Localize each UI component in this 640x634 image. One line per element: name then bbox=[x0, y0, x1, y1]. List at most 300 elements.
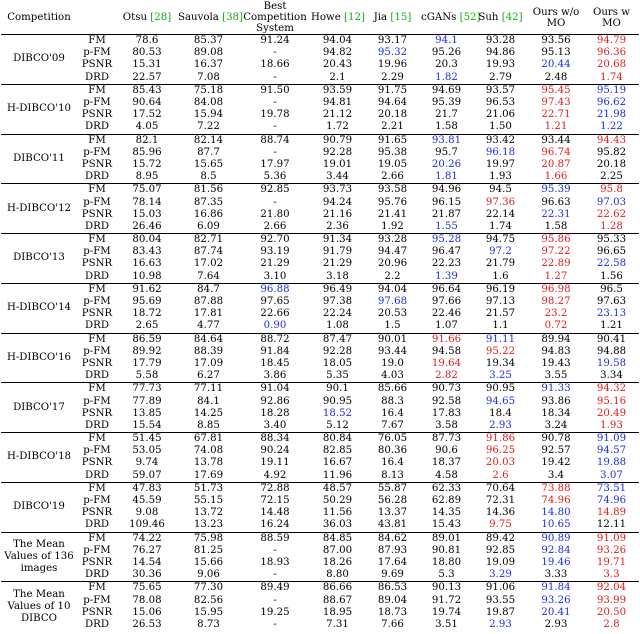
metric-label: DRD bbox=[84, 370, 109, 382]
value-otsu: 85.43 bbox=[117, 84, 177, 97]
value-cgans: 1.55 bbox=[435, 220, 458, 232]
value-cgans: 1.39 bbox=[435, 270, 458, 282]
value-jia: 94.47 bbox=[377, 246, 408, 258]
value-cgans: 95.7 bbox=[435, 146, 458, 158]
value-howe: 22.24 bbox=[322, 308, 353, 320]
value-sauvola: 17.09 bbox=[193, 357, 224, 369]
value-ours-wo-mo: 90.78 bbox=[528, 433, 584, 446]
value-cgans: 91.66 bbox=[420, 333, 473, 346]
value-howe: 21.12 bbox=[322, 109, 353, 121]
value-cgans: 92.58 bbox=[431, 395, 462, 407]
metric-label: PSNR bbox=[81, 59, 113, 71]
value-best: - bbox=[273, 146, 277, 158]
value-suh: 97.36 bbox=[485, 196, 516, 208]
value-howe: 92.28 bbox=[322, 146, 353, 158]
value-howe: 90.1 bbox=[310, 383, 365, 396]
value-sauvola: 74.08 bbox=[193, 445, 224, 457]
value-jia: 87.93 bbox=[377, 544, 408, 556]
header-best-competition-system: Best Competition System bbox=[240, 1, 310, 35]
value-best: 91.50 bbox=[240, 84, 310, 97]
value-cgans: 90.81 bbox=[431, 544, 462, 556]
value-jia: 16.4 bbox=[381, 457, 404, 469]
value-sauvola: 51.73 bbox=[177, 482, 240, 495]
value-ours-wo-mo: 97.43 bbox=[541, 97, 571, 109]
value-ours-w-mo: 95.8 bbox=[584, 184, 639, 197]
value-otsu: 53.05 bbox=[132, 445, 162, 457]
value-cgans: 94.69 bbox=[420, 84, 473, 97]
value-cgans: 1.81 bbox=[435, 171, 458, 183]
table-row bbox=[1, 395, 639, 407]
value-suh: 91.86 bbox=[473, 433, 528, 446]
value-best: 90.24 bbox=[260, 445, 290, 457]
value-suh: 2.6 bbox=[492, 469, 509, 481]
value-ours-w-mo: 12.11 bbox=[596, 519, 627, 531]
competition-name: The Mean Values of 10 DIBCO bbox=[1, 582, 77, 631]
header-howe: Howe [12] bbox=[310, 1, 365, 35]
metric-label: FM bbox=[77, 234, 117, 247]
value-sauvola: 87.74 bbox=[193, 246, 224, 258]
table-row bbox=[1, 358, 639, 370]
value-suh: 19.97 bbox=[485, 158, 516, 170]
metric-label: PSNR bbox=[81, 507, 113, 519]
value-howe: 96.49 bbox=[310, 283, 365, 296]
value-otsu: 77.73 bbox=[117, 383, 177, 396]
value-jia: 1.92 bbox=[381, 220, 404, 232]
value-howe: 5.12 bbox=[326, 419, 349, 431]
table-row bbox=[1, 84, 639, 97]
value-ours-wo-mo: 74.96 bbox=[541, 495, 571, 507]
value-ours-wo-mo: 3.24 bbox=[544, 419, 568, 431]
value-ours-w-mo: 97.63 bbox=[596, 296, 627, 308]
value-howe: 21.16 bbox=[322, 208, 353, 220]
value-ours-wo-mo: 89.94 bbox=[528, 333, 584, 346]
value-ours-w-mo: 20.50 bbox=[596, 606, 627, 618]
value-best: 19.78 bbox=[260, 109, 290, 121]
value-howe: 50.29 bbox=[322, 495, 353, 507]
value-suh: 9.75 bbox=[489, 519, 512, 531]
value-jia: 21.41 bbox=[377, 208, 408, 220]
value-cgans: 93.81 bbox=[420, 134, 473, 147]
value-best: 3.86 bbox=[263, 370, 287, 382]
table-row bbox=[1, 47, 639, 59]
value-suh: 3.29 bbox=[489, 569, 512, 581]
value-jia: 93.58 bbox=[365, 184, 420, 197]
value-sauvola: 88.39 bbox=[193, 345, 224, 357]
value-jia: 91.65 bbox=[365, 134, 420, 147]
table-row bbox=[1, 35, 639, 48]
value-sauvola: 6.09 bbox=[197, 220, 220, 232]
competition-name: DIBCO'13 bbox=[1, 234, 77, 284]
value-jia: 13.37 bbox=[377, 507, 408, 519]
value-sauvola: 17.81 bbox=[193, 308, 224, 320]
value-cgans: 22.23 bbox=[431, 258, 462, 270]
value-howe: 93.59 bbox=[310, 84, 365, 97]
value-otsu: 82.1 bbox=[117, 134, 177, 147]
value-sauvola: 17.69 bbox=[193, 469, 224, 481]
table-row bbox=[1, 408, 639, 420]
value-ours-wo-mo: 3.33 bbox=[544, 569, 568, 581]
header-row bbox=[1, 1, 639, 35]
value-best: 17.97 bbox=[260, 158, 290, 170]
value-ours-w-mo: 1.74 bbox=[600, 71, 623, 83]
table-row bbox=[1, 159, 639, 171]
metric-label: FM bbox=[77, 582, 117, 595]
value-sauvola: 67.81 bbox=[177, 433, 240, 446]
metric-label: FM bbox=[77, 482, 117, 495]
table-row bbox=[1, 607, 639, 619]
table-row bbox=[1, 482, 639, 495]
value-cgans: 95.39 bbox=[431, 97, 462, 109]
value-ours-w-mo: 2.8 bbox=[603, 618, 620, 630]
value-cgans: 90.6 bbox=[435, 445, 458, 457]
value-otsu: 2.65 bbox=[135, 320, 159, 332]
value-ours-w-mo: 95.82 bbox=[596, 146, 627, 158]
value-ours-w-mo: 1.22 bbox=[600, 121, 623, 133]
value-sauvola: 4.77 bbox=[197, 320, 220, 332]
value-sauvola: 84.64 bbox=[177, 333, 240, 346]
metric-label: DRD bbox=[84, 171, 109, 183]
value-suh: 96.18 bbox=[485, 146, 516, 158]
value-best: 91.04 bbox=[240, 383, 310, 396]
value-howe: 2.1 bbox=[329, 71, 346, 83]
table-row bbox=[1, 72, 639, 85]
value-best: 14.48 bbox=[260, 507, 290, 519]
value-suh: 21.57 bbox=[485, 308, 516, 320]
value-ours-wo-mo: 1.58 bbox=[544, 220, 568, 232]
competition-name: H-DIBCO'16 bbox=[1, 333, 77, 383]
value-suh: 1.93 bbox=[489, 171, 512, 183]
value-cgans: 94.58 bbox=[431, 345, 462, 357]
metric-label: FM bbox=[77, 84, 117, 97]
value-suh: 96.25 bbox=[485, 445, 516, 457]
metric-label: PSNR bbox=[81, 556, 113, 568]
results-body bbox=[1, 35, 639, 632]
value-howe: 8.80 bbox=[326, 569, 349, 581]
metric-label: p-FM bbox=[83, 395, 111, 407]
value-cgans: 90.73 bbox=[420, 383, 473, 396]
value-otsu: 9.08 bbox=[135, 507, 159, 519]
value-ours-wo-mo: 1.21 bbox=[544, 121, 568, 133]
value-sauvola: 84.7 bbox=[177, 283, 240, 296]
value-suh: 93.55 bbox=[485, 594, 516, 606]
value-best: 93.19 bbox=[260, 246, 290, 258]
competition-name: H-DIBCO'12 bbox=[1, 184, 77, 234]
value-cgans: 17.83 bbox=[431, 407, 462, 419]
value-ours-w-mo: 94.57 bbox=[596, 445, 627, 457]
value-otsu: 83.43 bbox=[132, 246, 162, 258]
value-jia: 95.38 bbox=[377, 146, 408, 158]
value-ours-wo-mo: 19.43 bbox=[541, 357, 571, 369]
value-suh: 72.31 bbox=[485, 495, 516, 507]
value-otsu: 89.92 bbox=[132, 345, 162, 357]
header-competition: Competition bbox=[1, 1, 77, 35]
header-sauvola: Sauvola [38] bbox=[177, 1, 240, 35]
value-suh: 21.06 bbox=[485, 109, 516, 121]
value-howe: 86.66 bbox=[310, 582, 365, 595]
value-sauvola: 84.1 bbox=[197, 395, 220, 407]
value-suh: 14.36 bbox=[485, 507, 516, 519]
value-sauvola: 75.18 bbox=[177, 84, 240, 97]
competition-name: H-DIBCO'10 bbox=[1, 84, 77, 134]
value-best: - bbox=[273, 569, 277, 581]
metric-label: DRD bbox=[84, 320, 109, 332]
metric-label: FM bbox=[77, 134, 117, 147]
value-cgans: 96.15 bbox=[431, 196, 462, 208]
value-ours-w-mo: 96.36 bbox=[596, 47, 627, 59]
otsu-ref: [28] bbox=[150, 12, 172, 23]
value-best: - bbox=[273, 71, 277, 83]
value-jia: 20.96 bbox=[377, 258, 408, 270]
table-row bbox=[1, 519, 639, 532]
howe-ref: [12] bbox=[344, 12, 365, 23]
value-jia: 7.66 bbox=[381, 618, 404, 630]
value-cgans: 1.58 bbox=[435, 121, 458, 133]
table-row bbox=[1, 495, 639, 507]
header-ours-wo-mo: Ours w/o MO bbox=[528, 1, 584, 35]
value-jia: 86.53 bbox=[365, 582, 420, 595]
value-ours-wo-mo: 95.86 bbox=[528, 234, 584, 247]
value-cgans: 95.26 bbox=[431, 47, 462, 59]
value-ours-w-mo: 19.58 bbox=[596, 357, 627, 369]
value-ours-w-mo: 93.99 bbox=[596, 594, 627, 606]
value-otsu: 109.46 bbox=[129, 519, 165, 531]
value-ours-w-mo: 22.58 bbox=[596, 258, 627, 270]
value-sauvola: 89.08 bbox=[193, 47, 224, 59]
value-suh: 90.95 bbox=[473, 383, 528, 396]
value-howe: 2.36 bbox=[326, 220, 349, 232]
value-otsu: 9.74 bbox=[135, 457, 159, 469]
value-jia: 2.2 bbox=[384, 270, 401, 282]
value-suh: 94.65 bbox=[485, 395, 516, 407]
value-howe: 20.43 bbox=[322, 59, 353, 71]
value-sauvola: 77.30 bbox=[177, 582, 240, 595]
metric-label: DRD bbox=[84, 71, 109, 83]
value-sauvola: 55.15 bbox=[193, 495, 224, 507]
results-table bbox=[1, 1, 639, 631]
value-howe: 94.82 bbox=[322, 47, 353, 59]
value-ours-w-mo: 21.98 bbox=[596, 109, 627, 121]
metric-label: FM bbox=[77, 532, 117, 545]
value-suh: 95.22 bbox=[485, 345, 516, 357]
value-otsu: 4.05 bbox=[135, 121, 159, 133]
value-ours-w-mo: 1.21 bbox=[600, 320, 623, 332]
value-howe: 94.04 bbox=[322, 35, 353, 47]
value-suh: 2.93 bbox=[489, 419, 512, 431]
value-ours-w-mo: 23.13 bbox=[596, 308, 627, 320]
suh-ref: [42] bbox=[501, 12, 523, 23]
value-suh: 1.74 bbox=[489, 220, 512, 232]
value-suh: 97.13 bbox=[485, 296, 516, 308]
value-ours-wo-mo: 96.63 bbox=[541, 196, 571, 208]
metric-label: DRD bbox=[84, 121, 109, 133]
value-ours-wo-mo: 93.26 bbox=[541, 594, 571, 606]
value-otsu: 76.27 bbox=[132, 544, 162, 556]
value-howe: 87.47 bbox=[310, 333, 365, 346]
value-jia: 84.62 bbox=[365, 532, 420, 545]
value-suh: 96.53 bbox=[485, 97, 516, 109]
value-suh: 1.50 bbox=[489, 121, 512, 133]
value-best: - bbox=[273, 196, 277, 208]
value-otsu: 10.98 bbox=[132, 270, 162, 282]
value-jia: 95.32 bbox=[377, 47, 408, 59]
table-row bbox=[1, 383, 639, 396]
value-cgans: 1.07 bbox=[435, 320, 458, 332]
value-ours-w-mo: 2.25 bbox=[600, 171, 623, 183]
value-cgans: 95.28 bbox=[420, 234, 473, 247]
metric-label: PSNR bbox=[81, 357, 113, 369]
value-sauvola: 13.23 bbox=[193, 519, 224, 531]
value-best: - bbox=[273, 544, 277, 556]
value-suh: 19.34 bbox=[485, 357, 516, 369]
value-jia: 1.5 bbox=[384, 320, 401, 332]
value-otsu: 30.36 bbox=[132, 569, 162, 581]
value-ours-wo-mo: 94.83 bbox=[541, 345, 571, 357]
value-otsu: 17.79 bbox=[132, 357, 162, 369]
value-ours-wo-mo: 18.34 bbox=[541, 407, 571, 419]
value-best: 2.66 bbox=[263, 220, 287, 232]
value-best: - bbox=[273, 47, 277, 59]
value-ours-wo-mo: 2.48 bbox=[544, 71, 568, 83]
value-ours-w-mo: 94.32 bbox=[584, 383, 639, 396]
value-sauvola: 7.22 bbox=[197, 121, 220, 133]
value-ours-w-mo: 91.09 bbox=[584, 433, 639, 446]
value-suh: 92.85 bbox=[485, 544, 516, 556]
value-suh: 93.57 bbox=[473, 84, 528, 97]
value-howe: 11.56 bbox=[322, 507, 353, 519]
value-howe: 91.34 bbox=[310, 234, 365, 247]
value-suh: 94.5 bbox=[473, 184, 528, 197]
table-row bbox=[1, 134, 639, 147]
value-best: - bbox=[273, 618, 277, 630]
value-suh: 19.09 bbox=[485, 556, 516, 568]
value-ours-wo-mo: 93.86 bbox=[541, 395, 571, 407]
value-ours-wo-mo: 23.2 bbox=[544, 308, 568, 320]
value-jia: 76.05 bbox=[365, 433, 420, 446]
metric-label: p-FM bbox=[83, 544, 111, 556]
metric-label: p-FM bbox=[83, 594, 111, 606]
table-row bbox=[1, 209, 639, 221]
value-suh: 91.11 bbox=[473, 333, 528, 346]
value-ours-wo-mo: 22.31 bbox=[541, 208, 571, 220]
value-otsu: 78.14 bbox=[132, 196, 162, 208]
value-howe: 18.05 bbox=[322, 357, 353, 369]
metric-label: FM bbox=[88, 35, 106, 47]
value-otsu: 26.53 bbox=[132, 618, 162, 630]
value-otsu: 5.58 bbox=[135, 370, 159, 382]
metric-label: DRD bbox=[84, 618, 109, 630]
value-suh: 1.1 bbox=[492, 320, 509, 332]
value-jia: 19.05 bbox=[377, 158, 408, 170]
value-ours-w-mo: 96.65 bbox=[596, 246, 627, 258]
value-cgans: 20.26 bbox=[431, 158, 462, 170]
metric-label: PSNR bbox=[81, 457, 113, 469]
value-otsu: 17.52 bbox=[132, 109, 162, 121]
value-jia: 19.96 bbox=[377, 59, 408, 71]
competition-name: DIBCO'19 bbox=[1, 482, 77, 532]
table-row bbox=[1, 59, 639, 71]
value-cgans: 1.82 bbox=[435, 71, 458, 83]
table-row bbox=[1, 171, 639, 184]
value-cgans: 21.87 bbox=[431, 208, 462, 220]
value-ours-wo-mo: 73.88 bbox=[528, 482, 584, 495]
value-best: 19.25 bbox=[260, 606, 290, 618]
value-best: 21.80 bbox=[260, 208, 290, 220]
table-row bbox=[1, 470, 639, 483]
table-row bbox=[1, 545, 639, 557]
value-jia: 8.13 bbox=[381, 469, 404, 481]
value-ours-wo-mo: 96.98 bbox=[528, 283, 584, 296]
value-jia: 43.81 bbox=[377, 519, 408, 531]
value-jia: 97.68 bbox=[377, 296, 408, 308]
value-cgans: 3.51 bbox=[435, 618, 458, 630]
value-sauvola: 8.5 bbox=[200, 171, 217, 183]
value-best: 91.84 bbox=[260, 345, 290, 357]
value-jia: 93.28 bbox=[365, 234, 420, 247]
value-ours-wo-mo: 92.84 bbox=[541, 544, 571, 556]
value-suh: 3.25 bbox=[489, 370, 512, 382]
competition-name: The Mean Values of 136 images bbox=[1, 532, 77, 582]
value-ours-w-mo: 97.03 bbox=[596, 196, 627, 208]
value-jia: 56.28 bbox=[377, 495, 408, 507]
value-otsu: 15.31 bbox=[132, 59, 162, 71]
value-otsu: 15.06 bbox=[132, 606, 162, 618]
table-row bbox=[1, 109, 639, 121]
value-best: 16.24 bbox=[260, 519, 290, 531]
value-sauvola: 84.08 bbox=[193, 97, 224, 109]
value-jia: 90.01 bbox=[365, 333, 420, 346]
value-otsu: 8.95 bbox=[135, 171, 159, 183]
value-ours-wo-mo: 1.27 bbox=[544, 270, 568, 282]
value-suh: 97.2 bbox=[489, 246, 512, 258]
table-row bbox=[1, 221, 639, 234]
table-row bbox=[1, 121, 639, 134]
value-cgans: 19.74 bbox=[431, 606, 462, 618]
table-row bbox=[1, 457, 639, 469]
value-best: - bbox=[273, 121, 277, 133]
value-cgans: 20.3 bbox=[435, 59, 458, 71]
value-ours-wo-mo: 92.57 bbox=[541, 445, 571, 457]
value-sauvola: 15.65 bbox=[193, 158, 224, 170]
value-ours-wo-mo: 3.55 bbox=[544, 370, 568, 382]
value-suh: 93.28 bbox=[485, 35, 516, 47]
value-sauvola: 16.37 bbox=[193, 59, 224, 71]
value-ours-w-mo: 19.71 bbox=[596, 556, 627, 568]
value-sauvola: 7.08 bbox=[197, 71, 220, 83]
value-howe: 93.73 bbox=[310, 184, 365, 197]
value-cgans: 5.3 bbox=[438, 569, 455, 581]
value-ours-wo-mo: 19.42 bbox=[541, 457, 571, 469]
value-howe: 87.00 bbox=[322, 544, 353, 556]
table-row bbox=[1, 97, 639, 109]
value-best: 89.49 bbox=[240, 582, 310, 595]
value-otsu: 77.89 bbox=[132, 395, 162, 407]
value-sauvola: 82.71 bbox=[177, 234, 240, 247]
table-row bbox=[1, 147, 639, 159]
value-jia: 80.36 bbox=[377, 445, 408, 457]
value-howe: 97.38 bbox=[322, 296, 353, 308]
value-best: 92.86 bbox=[260, 395, 290, 407]
value-sauvola: 8.73 bbox=[197, 618, 220, 630]
value-sauvola: 77.11 bbox=[177, 383, 240, 396]
value-ours-w-mo: 22.62 bbox=[596, 208, 627, 220]
value-ours-w-mo: 20.49 bbox=[596, 407, 627, 419]
table-row bbox=[1, 507, 639, 519]
value-howe: 90.95 bbox=[322, 395, 353, 407]
value-howe: 19.01 bbox=[322, 158, 353, 170]
value-ours-w-mo: 1.93 bbox=[600, 419, 623, 431]
value-sauvola: 16.86 bbox=[193, 208, 224, 220]
value-howe: 48.57 bbox=[310, 482, 365, 495]
